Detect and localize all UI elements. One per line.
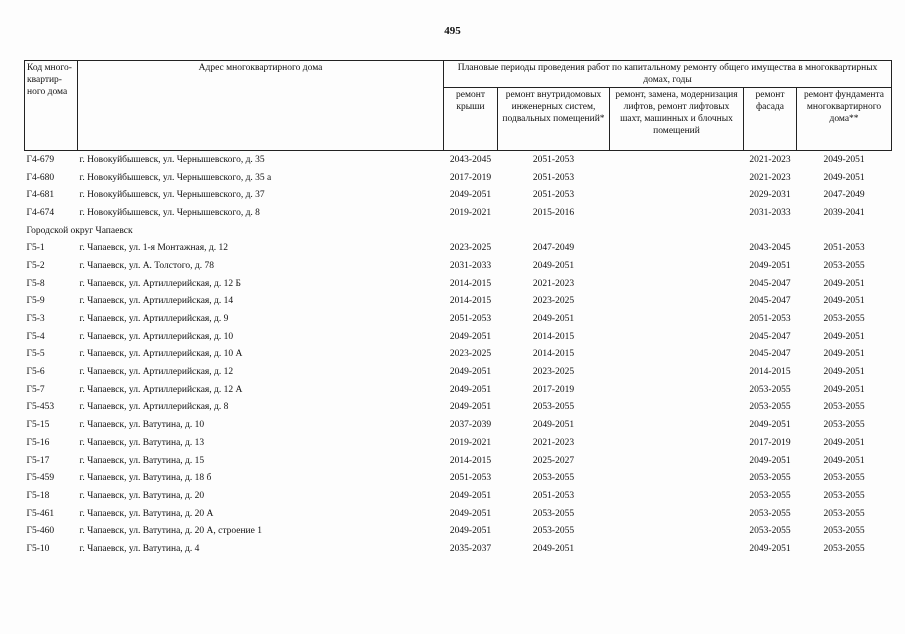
address-cell: г. Чапаевск, ул. Артиллерийская, д. 14 bbox=[79, 296, 234, 307]
elevators-period-cell bbox=[610, 363, 744, 381]
facade-period-cell: 2021-2023 bbox=[749, 154, 791, 165]
systems-period-cell: 2053-2055 bbox=[532, 473, 575, 484]
roof-period-cell: 2049-2051 bbox=[449, 526, 492, 537]
house-code-cell: Г5-2 bbox=[26, 260, 45, 271]
foundation-period-cell: 2053-2055 bbox=[823, 473, 865, 484]
house-code-cell: Г5-459 bbox=[26, 473, 55, 484]
systems-period-cell: 2021-2023 bbox=[532, 278, 575, 289]
systems-period-cell: 2053-2055 bbox=[532, 508, 575, 519]
elevators-period-cell bbox=[610, 487, 744, 505]
facade-period-cell: 2014-2015 bbox=[749, 367, 791, 378]
table-row bbox=[25, 346, 892, 364]
address-cell: г. Чапаевск, ул. Ватутина, д. 18 б bbox=[79, 473, 212, 484]
roof-period-cell: 2049-2051 bbox=[449, 331, 492, 342]
systems-period-cell: 2023-2025 bbox=[532, 296, 575, 307]
roof-period-cell: 2049-2051 bbox=[449, 490, 492, 501]
facade-period-cell: 2031-2033 bbox=[749, 207, 791, 218]
address-cell: г. Новокуйбышевск, ул. Чернышевского, д. 37 bbox=[79, 190, 265, 201]
roof-period-cell: 2031-2033 bbox=[449, 260, 492, 271]
roof-period-cell: 2014-2015 bbox=[449, 278, 492, 289]
table-row bbox=[25, 522, 892, 540]
house-code-cell: Г5-16 bbox=[26, 437, 50, 448]
header-code: Код много-квартир-ного дома bbox=[25, 61, 78, 151]
facade-period-cell: 2053-2055 bbox=[749, 526, 791, 537]
table-row bbox=[25, 434, 892, 452]
systems-period-cell: 2015-2016 bbox=[532, 207, 575, 218]
table-row bbox=[25, 452, 892, 470]
elevators-period-cell bbox=[610, 204, 744, 222]
elevators-period-cell bbox=[610, 293, 744, 311]
address-cell: г. Чапаевск, ул. Ватутина, д. 20 А bbox=[79, 508, 214, 519]
roof-period-cell: 2023-2025 bbox=[449, 243, 492, 254]
systems-period-cell: 2051-2053 bbox=[532, 172, 575, 183]
elevators-period-cell bbox=[610, 505, 744, 523]
house-code-cell: Г5-18 bbox=[26, 490, 50, 501]
address-cell: г. Чапаевск, ул. Артиллерийская, д. 8 bbox=[79, 402, 229, 413]
house-code-cell: Г5-15 bbox=[26, 420, 50, 431]
foundation-period-cell: 2049-2051 bbox=[823, 367, 865, 378]
foundation-period-cell: 2051-2053 bbox=[823, 243, 865, 254]
roof-period-cell: 2037-2039 bbox=[449, 420, 492, 431]
roof-period-cell: 2049-2051 bbox=[449, 190, 492, 201]
elevators-period-cell bbox=[610, 522, 744, 540]
facade-period-cell: 2045-2047 bbox=[749, 331, 791, 342]
roof-period-cell: 2014-2015 bbox=[449, 296, 492, 307]
foundation-period-cell: 2049-2051 bbox=[823, 331, 865, 342]
house-code-cell: Г5-17 bbox=[26, 455, 50, 466]
table-row bbox=[25, 328, 892, 346]
facade-period-cell: 2049-2051 bbox=[749, 455, 791, 466]
table-row bbox=[25, 169, 892, 187]
systems-period-cell: 2051-2053 bbox=[532, 490, 575, 501]
table-row bbox=[25, 257, 892, 275]
elevators-period-cell bbox=[610, 310, 744, 328]
systems-period-cell: 2049-2051 bbox=[532, 314, 575, 325]
elevators-period-cell bbox=[610, 434, 744, 452]
facade-period-cell: 2049-2051 bbox=[749, 543, 791, 554]
foundation-period-cell: 2049-2051 bbox=[823, 296, 865, 307]
foundation-period-cell: 2053-2055 bbox=[823, 420, 865, 431]
systems-period-cell: 2051-2053 bbox=[532, 190, 575, 201]
facade-period-cell: 2051-2053 bbox=[749, 314, 791, 325]
foundation-period-cell: 2049-2051 bbox=[823, 384, 865, 395]
table-row bbox=[25, 399, 892, 417]
foundation-period-cell: 2053-2055 bbox=[823, 526, 865, 537]
address-cell: г. Чапаевск, ул. 1-я Монтажная, д. 12 bbox=[79, 243, 228, 254]
roof-period-cell: 2049-2051 bbox=[449, 508, 492, 519]
roof-period-cell: 2049-2051 bbox=[449, 402, 492, 413]
section-title: Городской округ Чапаевск bbox=[26, 225, 133, 236]
house-code-cell: Г4-680 bbox=[26, 172, 55, 183]
table-row bbox=[25, 239, 892, 257]
header-roof: ремонт крыши bbox=[444, 88, 498, 151]
table-row bbox=[25, 275, 892, 293]
roof-period-cell: 2043-2045 bbox=[449, 154, 492, 165]
roof-period-cell: 2019-2021 bbox=[449, 437, 492, 448]
facade-period-cell: 2045-2047 bbox=[749, 349, 791, 360]
elevators-period-cell bbox=[610, 540, 744, 558]
table-row bbox=[25, 363, 892, 381]
roof-period-cell: 2017-2019 bbox=[449, 172, 492, 183]
roof-period-cell: 2014-2015 bbox=[449, 455, 492, 466]
address-cell: г. Новокуйбышевск, ул. Чернышевского, д. 35 bbox=[79, 154, 265, 165]
house-code-cell: Г4-674 bbox=[26, 207, 55, 218]
roof-period-cell: 2051-2053 bbox=[449, 314, 492, 325]
systems-period-cell: 2049-2051 bbox=[532, 260, 575, 271]
systems-period-cell: 2053-2055 bbox=[532, 526, 575, 537]
foundation-period-cell: 2049-2051 bbox=[823, 437, 865, 448]
facade-period-cell: 2049-2051 bbox=[749, 420, 791, 431]
header-address: Адрес многоквартирного дома bbox=[78, 61, 444, 151]
systems-period-cell: 2049-2051 bbox=[532, 420, 575, 431]
facade-period-cell: 2053-2055 bbox=[749, 508, 791, 519]
foundation-period-cell: 2053-2055 bbox=[823, 508, 865, 519]
elevators-period-cell bbox=[610, 452, 744, 470]
page-number: 495 bbox=[444, 25, 461, 37]
table-row bbox=[25, 469, 892, 487]
elevators-period-cell bbox=[610, 346, 744, 364]
header-periods: Плановые периоды проведения работ по капитальному ремонту общего имущества в многоквартирных домах, годы bbox=[444, 61, 892, 88]
foundation-period-cell: 2049-2051 bbox=[823, 455, 865, 466]
roof-period-cell: 2023-2025 bbox=[449, 349, 492, 360]
foundation-period-cell: 2049-2051 bbox=[823, 172, 865, 183]
address-cell: г. Чапаевск, ул. Артиллерийская, д. 10 bbox=[79, 331, 234, 342]
elevators-period-cell bbox=[610, 469, 744, 487]
header-facade: ремонт фасада bbox=[744, 88, 797, 151]
house-code-cell: Г5-453 bbox=[26, 402, 55, 413]
elevators-period-cell bbox=[610, 275, 744, 293]
facade-period-cell: 2053-2055 bbox=[749, 402, 791, 413]
address-cell: г. Чапаевск, ул. Ватутина, д. 4 bbox=[79, 543, 200, 554]
facade-period-cell: 2053-2055 bbox=[749, 490, 791, 501]
house-code-cell: Г5-5 bbox=[26, 349, 45, 360]
foundation-period-cell: 2049-2051 bbox=[823, 278, 865, 289]
facade-period-cell: 2029-2031 bbox=[749, 190, 791, 201]
table-row bbox=[25, 487, 892, 505]
address-cell: г. Чапаевск, ул. Артиллерийская, д. 9 bbox=[79, 314, 229, 325]
facade-period-cell: 2045-2047 bbox=[749, 278, 791, 289]
house-code-cell: Г5-460 bbox=[26, 526, 55, 537]
elevators-period-cell bbox=[610, 257, 744, 275]
house-code-cell: Г5-4 bbox=[26, 331, 45, 342]
table-body bbox=[25, 151, 892, 558]
elevators-period-cell bbox=[610, 328, 744, 346]
house-code-cell: Г4-681 bbox=[26, 190, 55, 201]
table-row bbox=[25, 186, 892, 204]
house-code-cell: Г5-8 bbox=[26, 278, 45, 289]
facade-period-cell: 2021-2023 bbox=[749, 172, 791, 183]
address-cell: г. Чапаевск, ул. Ватутина, д. 20 А, строение 1 bbox=[79, 526, 262, 537]
table-header bbox=[25, 61, 892, 151]
header-systems: ремонт внутридомовых инженерных систем, подвальных помещений* bbox=[498, 88, 610, 151]
foundation-period-cell: 2039-2041 bbox=[823, 207, 865, 218]
address-cell: г. Новокуйбышевск, ул. Чернышевского, д. 35 а bbox=[79, 172, 272, 183]
table-row bbox=[25, 204, 892, 222]
elevators-period-cell bbox=[610, 151, 744, 169]
address-cell: г. Чапаевск, ул. Ватутина, д. 20 bbox=[79, 490, 205, 501]
systems-period-cell: 2017-2019 bbox=[532, 384, 575, 395]
roof-period-cell: 2019-2021 bbox=[449, 207, 492, 218]
foundation-period-cell: 2049-2051 bbox=[823, 154, 865, 165]
roof-period-cell: 2051-2053 bbox=[449, 473, 492, 484]
foundation-period-cell: 2053-2055 bbox=[823, 490, 865, 501]
roof-period-cell: 2049-2051 bbox=[449, 367, 492, 378]
facade-period-cell: 2017-2019 bbox=[749, 437, 791, 448]
facade-period-cell: 2045-2047 bbox=[749, 296, 791, 307]
table-row bbox=[25, 293, 892, 311]
systems-period-cell: 2047-2049 bbox=[532, 243, 575, 254]
repair-schedule-table bbox=[24, 60, 892, 558]
roof-period-cell: 2035-2037 bbox=[449, 543, 492, 554]
systems-period-cell: 2021-2023 bbox=[532, 437, 575, 448]
address-cell: г. Чапаевск, ул. Ватутина, д. 13 bbox=[79, 437, 205, 448]
elevators-period-cell bbox=[610, 399, 744, 417]
table-row bbox=[25, 151, 892, 169]
section-row bbox=[25, 222, 892, 240]
house-code-cell: Г5-3 bbox=[26, 314, 45, 325]
table-row bbox=[25, 505, 892, 523]
foundation-period-cell: 2053-2055 bbox=[823, 314, 865, 325]
table-row bbox=[25, 416, 892, 434]
address-cell: г. Чапаевск, ул. Артиллерийская, д. 12 bbox=[79, 367, 234, 378]
facade-period-cell: 2053-2055 bbox=[749, 384, 791, 395]
house-code-cell: Г5-10 bbox=[26, 543, 50, 554]
address-cell: г. Чапаевск, ул. Артиллерийская, д. 10 А bbox=[79, 349, 243, 360]
roof-period-cell: 2049-2051 bbox=[449, 384, 492, 395]
elevators-period-cell bbox=[610, 381, 744, 399]
foundation-period-cell: 2053-2055 bbox=[823, 543, 865, 554]
header-foundation: ремонт фундамента многоквартирного дома** bbox=[797, 88, 892, 151]
systems-period-cell: 2053-2055 bbox=[532, 402, 575, 413]
address-cell: г. Чапаевск, ул. Артиллерийская, д. 12 А bbox=[79, 384, 243, 395]
facade-period-cell: 2053-2055 bbox=[749, 473, 791, 484]
house-code-cell: Г4-679 bbox=[26, 154, 55, 165]
address-cell: г. Новокуйбышевск, ул. Чернышевского, д. 8 bbox=[79, 207, 260, 218]
foundation-period-cell: 2053-2055 bbox=[823, 260, 865, 271]
header-elevators: ремонт, замена, модернизация лифтов, ремонт лифтовых шахт, машинных и блочных помещений bbox=[610, 88, 744, 151]
house-code-cell: Г5-1 bbox=[26, 243, 45, 254]
systems-period-cell: 2014-2015 bbox=[532, 349, 575, 360]
systems-period-cell: 2051-2053 bbox=[532, 154, 575, 165]
house-code-cell: Г5-461 bbox=[26, 508, 55, 519]
table-row bbox=[25, 381, 892, 399]
facade-period-cell: 2049-2051 bbox=[749, 260, 791, 271]
foundation-period-cell: 2049-2051 bbox=[823, 349, 865, 360]
table-row bbox=[25, 540, 892, 558]
elevators-period-cell bbox=[610, 186, 744, 204]
address-cell: г. Чапаевск, ул. А. Толстого, д. 78 bbox=[79, 260, 214, 271]
house-code-cell: Г5-9 bbox=[26, 296, 45, 307]
house-code-cell: Г5-6 bbox=[26, 367, 45, 378]
systems-period-cell: 2023-2025 bbox=[532, 367, 575, 378]
house-code-cell: Г5-7 bbox=[26, 384, 45, 395]
address-cell: г. Чапаевск, ул. Ватутина, д. 15 bbox=[79, 455, 205, 466]
systems-period-cell: 2049-2051 bbox=[532, 543, 575, 554]
elevators-period-cell bbox=[610, 416, 744, 434]
address-cell: г. Чапаевск, ул. Артиллерийская, д. 12 Б bbox=[79, 278, 241, 289]
systems-period-cell: 2014-2015 bbox=[532, 331, 575, 342]
systems-period-cell: 2025-2027 bbox=[532, 455, 575, 466]
table-row bbox=[25, 310, 892, 328]
facade-period-cell: 2043-2045 bbox=[749, 243, 791, 254]
address-cell: г. Чапаевск, ул. Ватутина, д. 10 bbox=[79, 420, 205, 431]
elevators-period-cell bbox=[610, 169, 744, 187]
elevators-period-cell bbox=[610, 239, 744, 257]
foundation-period-cell: 2053-2055 bbox=[823, 402, 865, 413]
foundation-period-cell: 2047-2049 bbox=[823, 190, 865, 201]
